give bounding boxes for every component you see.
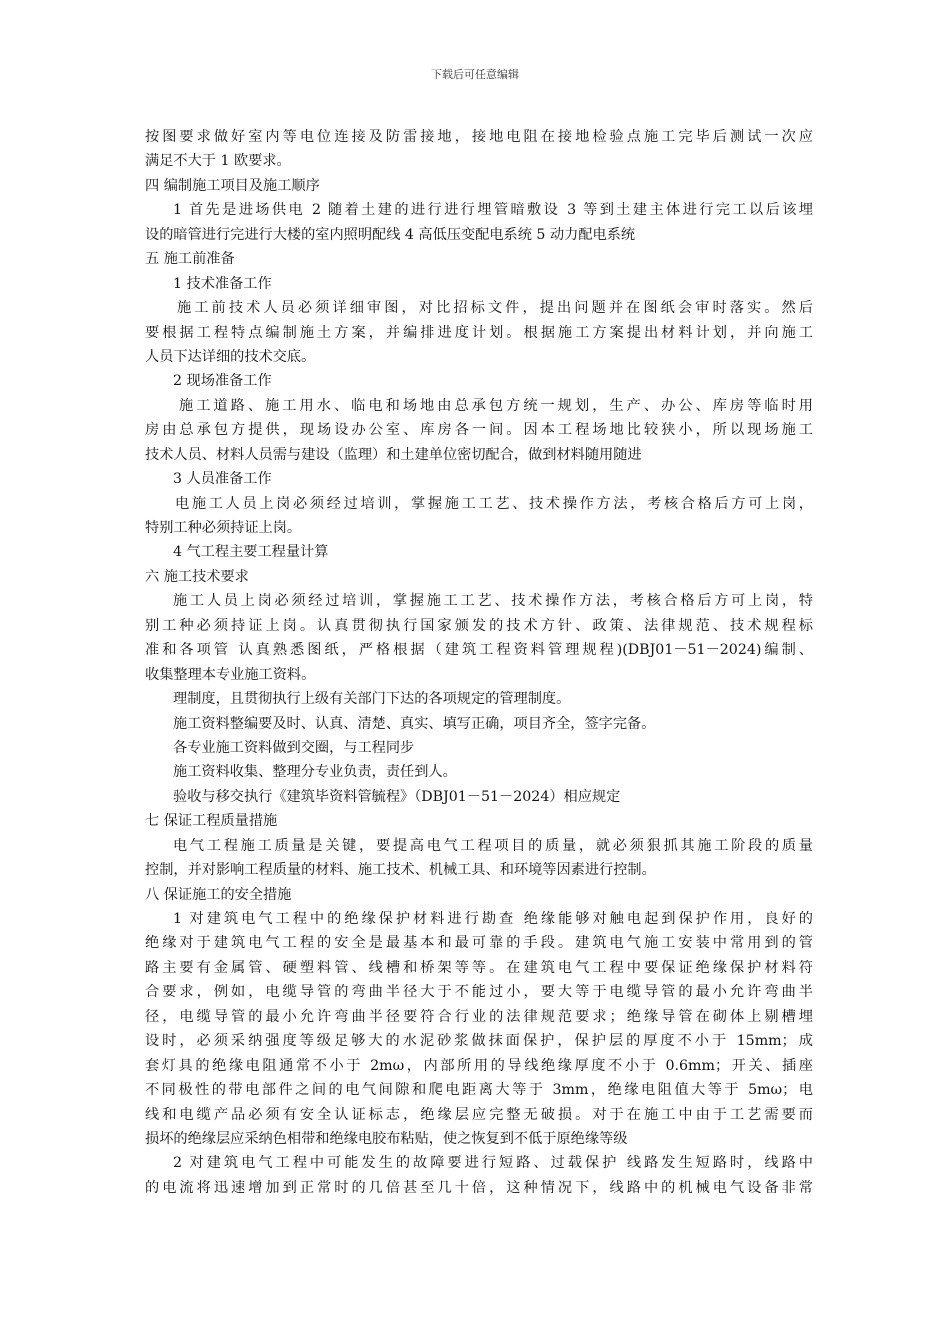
- paragraph-line: 别工种必须持证上岗。认真贯彻执行国家颁发的技术方针、政策、法律规范、技术规程标: [145, 617, 813, 634]
- paragraph-line: 合要求，例如，电缆导管的弯曲半径大于不能过小，要大等于电缆导管的最小允许弯曲半: [145, 984, 813, 1001]
- paragraph-line: 路主要有金属管、硬塑料管、线槽和桥架等等。在建筑电气工程中要保证绝缘保护材料符: [145, 959, 813, 976]
- paragraph-line: 施工道路、施工用水、临电和场地由总承包方统一规划，生产、办公、库房等临时用: [179, 397, 813, 414]
- paragraph-line: 不同极性的带电部件之间的电气间隙和爬电距离大等于 3mm，绝缘电阻值大等于 5mω；电: [145, 1082, 813, 1099]
- paragraph-line: 施工人员上岗必须经过培训，掌握施工工艺、技术操作方法，考核合格后方可上岗，特: [173, 593, 813, 610]
- paragraph-line: 电气工程施工质量是关键，要提高电气工程项目的质量，就必须狠抓其施工阶段的质量: [173, 837, 813, 854]
- paragraph-line: 设的暗管进行完进行大楼的室内照明配线 4 高低压变配电系统 5 动力配电系统: [145, 226, 636, 243]
- paragraph-line: 的电流将迅速增加到正常时的几倍甚至几十倍，这种情况下，线路中的机械电气设备非常: [145, 1179, 813, 1196]
- paragraph-line: 技术人员、材料人员需与建设（监理）和土建单位密切配合，做到材料随用随进: [145, 446, 642, 463]
- paragraph-line: 要根据工程特点编制施土方案，并编排进度计划。根据施工方案提出材料计划，并向施工: [145, 324, 813, 341]
- paragraph-line: 特别工种必须持证上岗。: [145, 520, 302, 536]
- section-heading: 四 编制施工项目及施工顺序: [145, 177, 320, 194]
- paragraph-line: 1 对建筑电气工程中的绝缘保护材料进行勘查 绝缘能够对触电起到保护作用，良好的: [173, 911, 813, 927]
- subsection-heading: 2 现场准备工作: [173, 373, 272, 390]
- subsection-heading: 3 人员准备工作: [173, 471, 272, 488]
- paragraph-line: 房由总承包方提供，现场设办公室、库房各一间。因本工程场地比较狭小，所以现场施工: [145, 422, 813, 439]
- paragraph-line: 损坏的绝缘层应采纳色相带和绝缘电胶布粘贴，使之恢复到不低于原绝缘等级: [145, 1130, 628, 1147]
- paragraph-line: 人员下达详细的技术交底。: [145, 348, 316, 365]
- paragraph-line: 准和各项管 认真熟悉图纸，严格根据（建筑工程资料管理规程)(DBJ01－51－2024)编制、: [145, 642, 813, 659]
- paragraph-line: 绝缘对于建筑电气工程的安全是最基本和最可靠的手段。建筑电气施工安装中常用到的管: [145, 935, 813, 952]
- paragraph-line: 满足不大于 1 欧要求。: [145, 153, 291, 170]
- paragraph-line: 电施工人员上岗必须经过培训，掌握施工工艺、技术操作方法，考核合格后方可上岗，: [175, 495, 813, 512]
- paragraph-line: 控制，并对影响工程质量的材料、施工技术、机械工具、和环境等因素进行控制。: [145, 862, 656, 879]
- page-header: 下载后可任意编辑: [431, 68, 519, 81]
- paragraph-line: 各专业施工资料做到交圈，与工程同步: [173, 739, 415, 756]
- section-heading: 七 保证工程质量措施: [145, 813, 278, 830]
- paragraph-line: 1 首先是进场供电 2 随着土建的进行进行埋管暗敷设 3 等到土建主体进行完工以后该埋: [173, 202, 813, 219]
- paragraph-line: 施工前技术人员必须详细审图，对比招标文件，提出问题并在图纸会审时落实。然后: [177, 300, 813, 317]
- section-heading: 六 施工技术要求: [145, 568, 249, 585]
- subsection-heading: 4 气工程主要工程量计算: [173, 544, 329, 561]
- paragraph-line: 验收与移交执行《建筑毕资料管毓程》（DBJ01－51－2024）相应规定: [173, 788, 621, 805]
- subsection-heading: 1 技术准备工作: [173, 275, 272, 292]
- paragraph-line: 套灯具的绝缘电阻通常不小于 2mω，内部所用的导线绝缘厚度不小于 0.6mm；开关、插座: [145, 1057, 813, 1074]
- paragraph-line: 理制度，且贯彻执行上级有关部门下达的各项规定的管理制度。: [173, 691, 571, 708]
- paragraph-line: 施工资料整编要及时、认真、清楚、真实、填写正确，项目齐全，签字完备。: [173, 715, 656, 732]
- paragraph-line: 设时，必须采纳强度等级足够大的水泥砂浆做抹面保护，保护层的厚度不小于 15mm；成: [145, 1033, 813, 1050]
- paragraph-line: 径，电缆导管的最小允许弯曲半径要符合行业的法律规范要求；绝缘导管在砌体上剔槽埋: [145, 1008, 813, 1025]
- paragraph-line: 收集整理本专业施工资料。: [145, 666, 316, 683]
- section-heading: 五 施工前准备: [145, 251, 235, 268]
- paragraph-line: 2 对建筑电气工程中可能发生的故障要进行短路、过载保护 线路发生短路时，线路中: [173, 1155, 813, 1172]
- paragraph-line: 线和电缆产品必须有安全认证标志，绝缘层应完整无破损。对于在施工中由于工艺需要而: [145, 1106, 813, 1123]
- document-body: [145, 125, 813, 1200]
- paragraph-line: 按图要求做好室内等电位连接及防雷接地，接地电阻在接地检验点施工完毕后测试一次应: [145, 129, 813, 145]
- section-heading: 八 保证施工的安全措施: [145, 886, 292, 903]
- paragraph-line: 施工资料收集、整理分专业负责，责任到人。: [173, 764, 457, 781]
